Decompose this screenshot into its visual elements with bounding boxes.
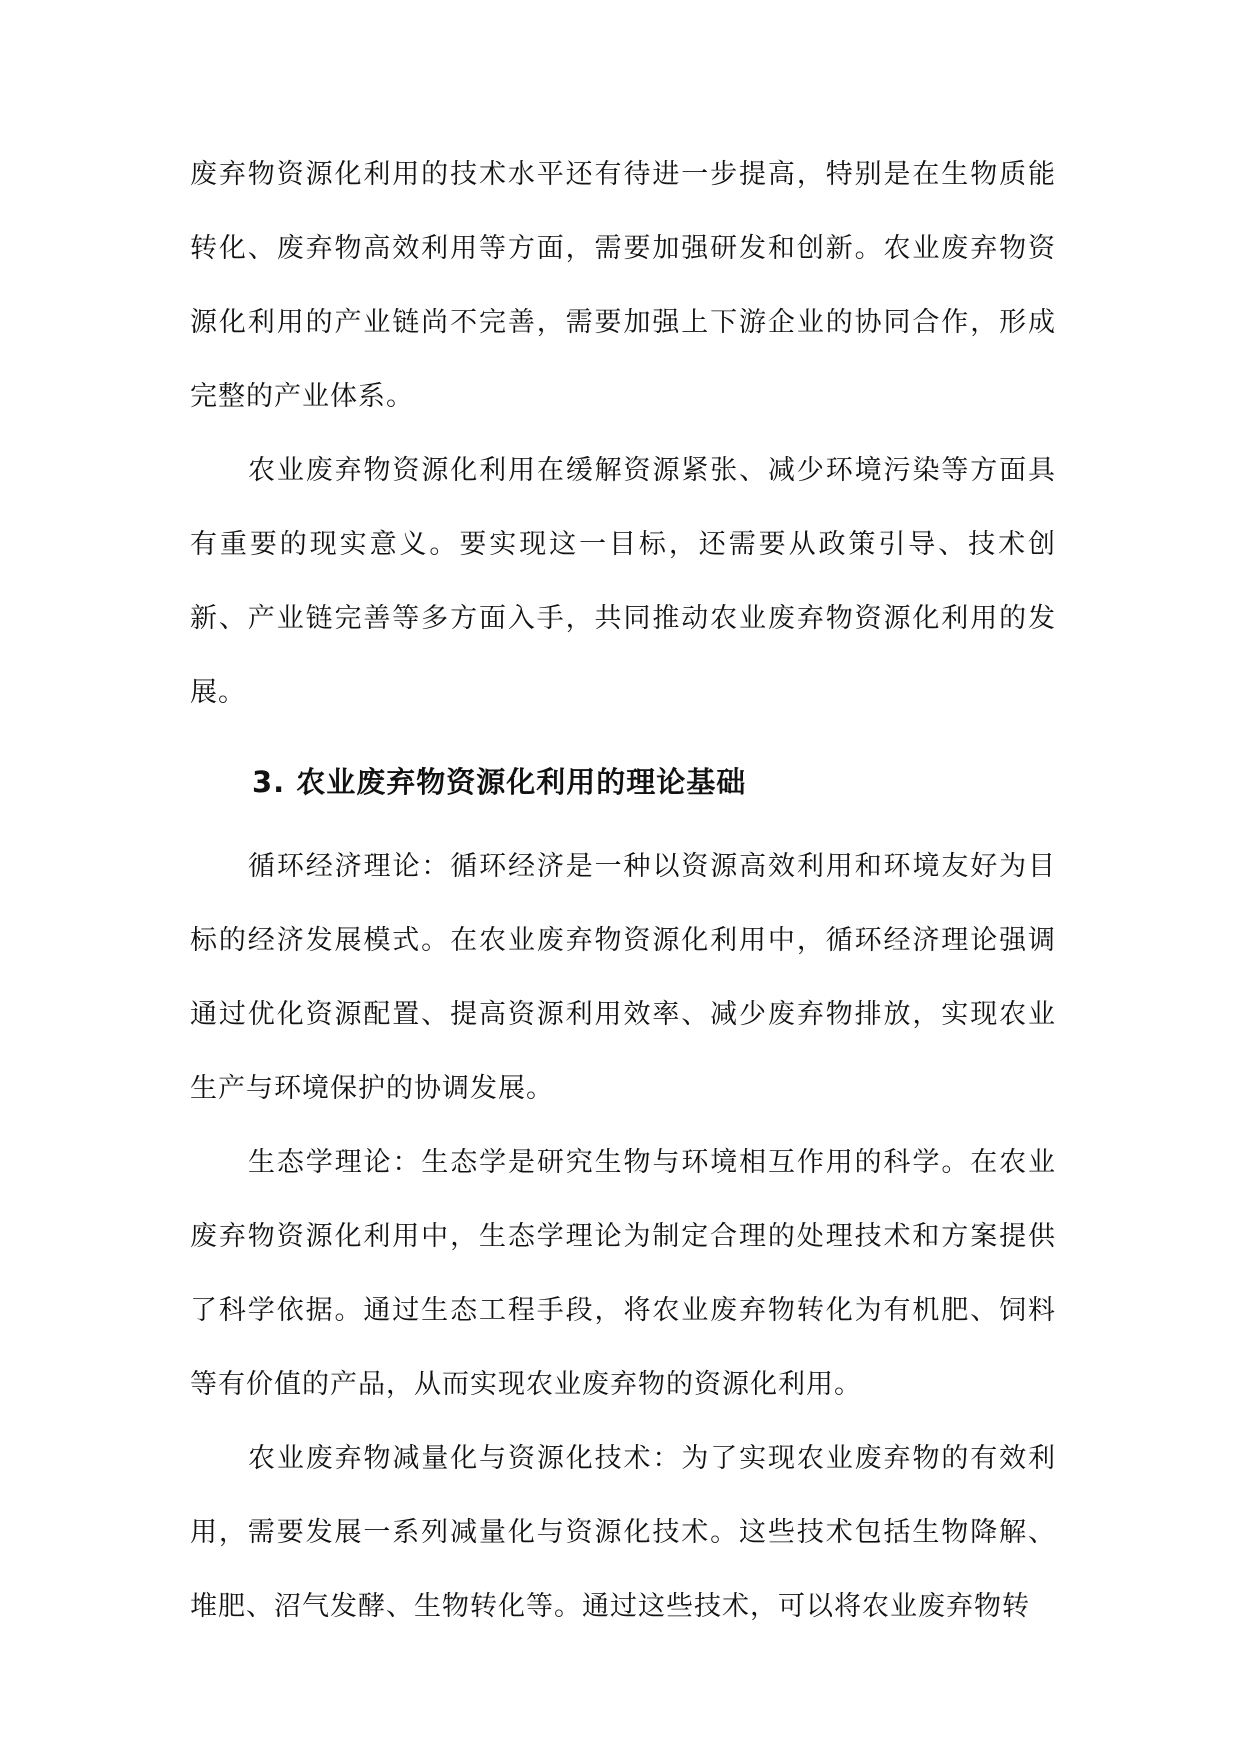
section-heading: 3. 农业废弃物资源化利用的理论基础 <box>252 765 747 799</box>
document-page <box>190 138 1056 1644</box>
paragraph-reduction-technology: 农业废弃物减量化与资源化技术：为了实现农业废弃物的有效利用，需要发展一系列减量化与资源化技术。这些技术包括生物降解、堆肥、沼气发酵、生物转化等。通过这些技术，可以将农业废弃物转 <box>190 1443 1056 1622</box>
paragraph-circular-economy: 循环经济理论：循环经济是一种以资源高效利用和环境友好为目标的经济发展模式。在农业废弃物资源化利用中，循环经济理论强调通过优化资源配置、提高资源利用效率、减少废弃物排放，实现农业生产与环境保护的协调发展。 <box>190 851 1056 1104</box>
paragraph-ecology: 生态学理论：生态学是研究生物与环境相互作用的科学。在农业废弃物资源化利用中，生态学理论为制定合理的处理技术和方案提供了科学依据。通过生态工程手段，将农业废弃物转化为有机肥、饲料等有价值的产品，从而实现农业废弃物的资源化利用。 <box>190 1147 1056 1400</box>
paragraph-continuation: 废弃物资源化利用的技术水平还有待进一步提高，特别是在生物质能转化、废弃物高效利用等方面，需要加强研发和创新。农业废弃物资源化利用的产业链尚不完善，需要加强上下游企业的协同合作，形成完整的产业体系。 <box>190 159 1056 412</box>
paragraph-significance: 农业废弃物资源化利用在缓解资源紧张、减少环境污染等方面具有重要的现实意义。要实现这一目标，还需要从政策引导、技术创新、产业链完善等多方面入手，共同推动农业废弃物资源化利用的发展。 <box>190 455 1056 708</box>
